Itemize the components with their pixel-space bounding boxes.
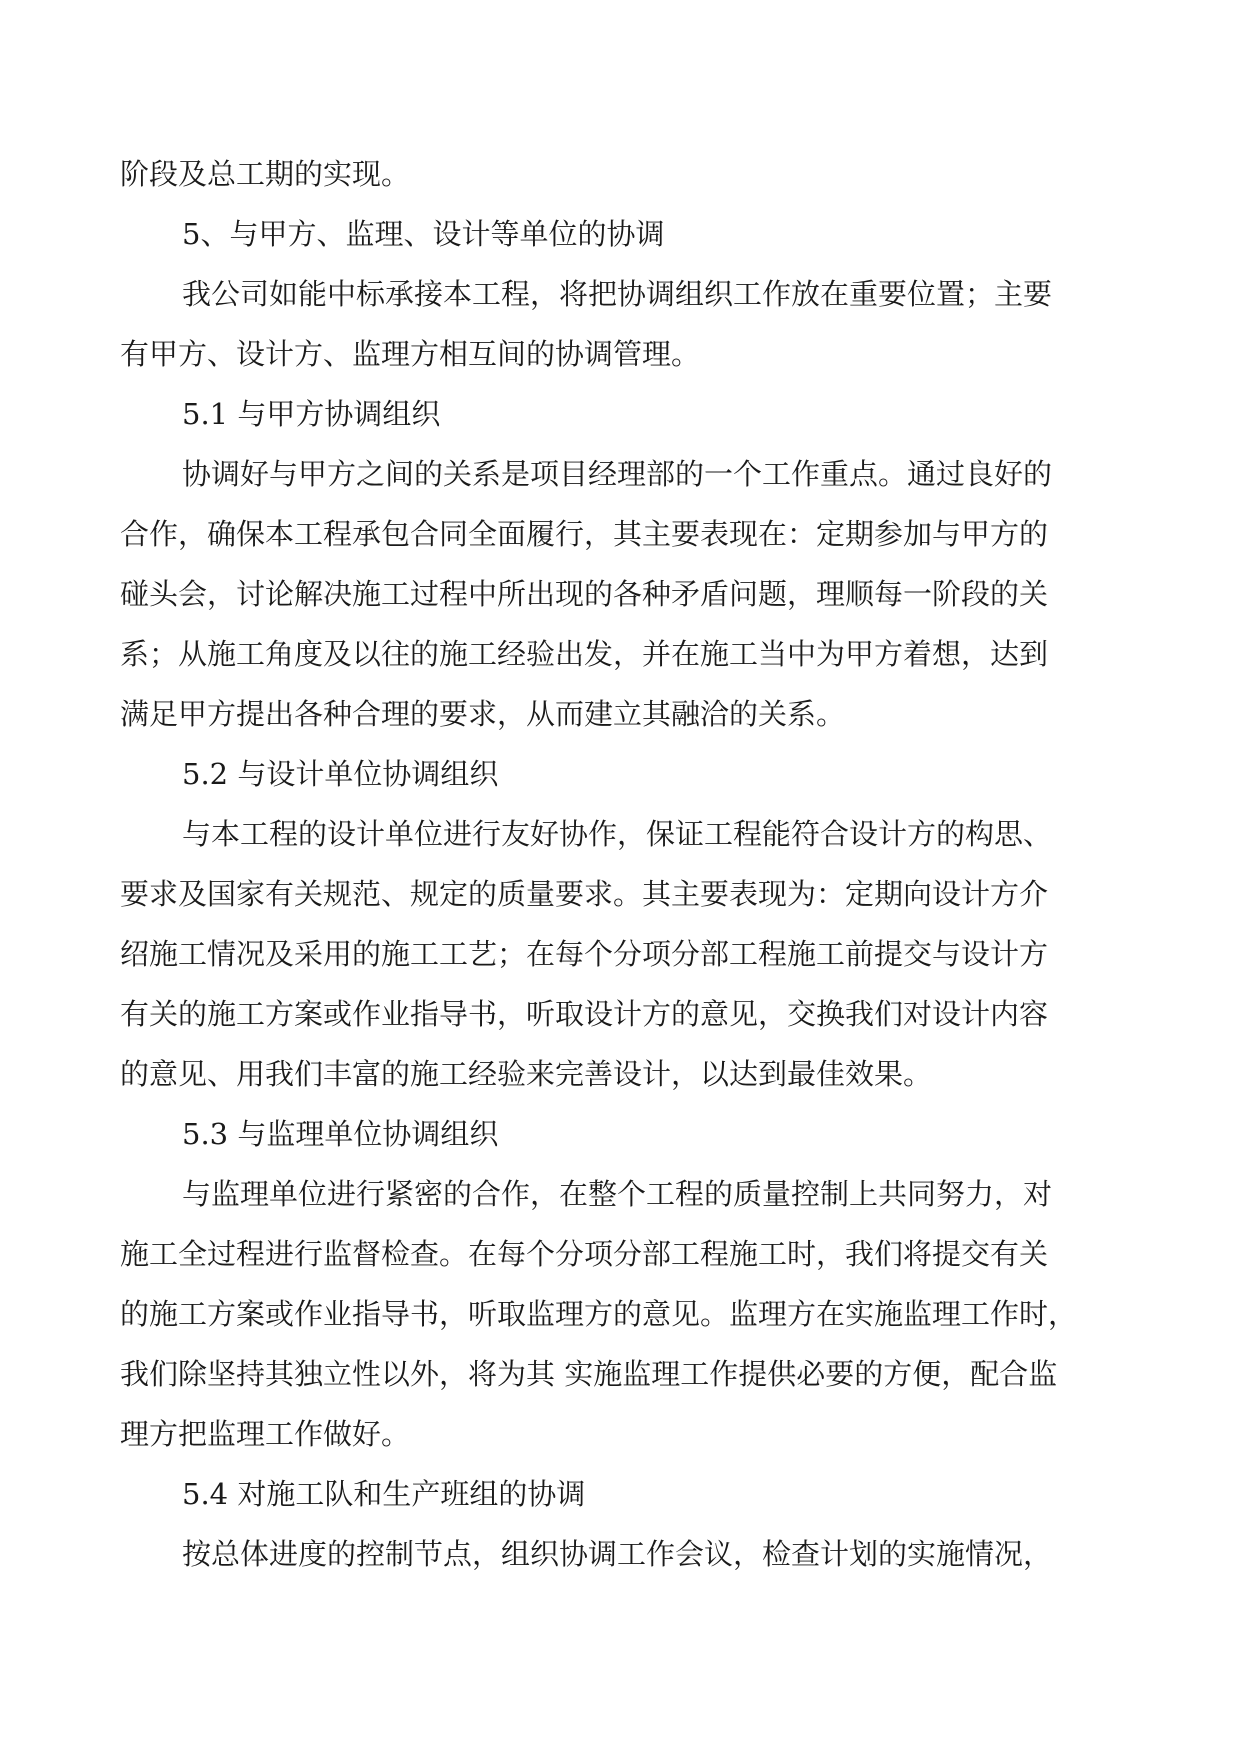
section-heading: 5.2 与设计单位协调组织	[182, 757, 499, 791]
section-heading: 5.1 与甲方协调组织	[182, 397, 441, 431]
paragraph-line: 要求及国家有关规范、规定的质量要求。其主要表现为：定期向设计方介	[120, 877, 1049, 911]
paragraph-line: 的意见、用我们丰富的施工经验来完善设计，以达到最佳效果。	[120, 1057, 933, 1091]
paragraph-line: 合作，确保本工程承包合同全面履行，其主要表现在：定期参加与甲方的	[120, 517, 1049, 551]
paragraph-line: 与监理单位进行紧密的合作，在整个工程的质量控制上共同努力，对	[182, 1177, 1053, 1211]
paragraph-line: 绍施工情况及采用的施工工艺；在每个分项分部工程施工前提交与设计方	[120, 937, 1049, 971]
paragraph-line: 我公司如能中标承接本工程，将把协调组织工作放在重要位置；主要	[182, 277, 1053, 311]
paragraph-line: 满足甲方提出各种合理的要求，从而建立其融洽的关系。	[120, 697, 846, 731]
paragraph-line: 施工全过程进行监督检查。在每个分项分部工程施工时，我们将提交有关	[120, 1237, 1049, 1271]
paragraph-line: 我们除坚持其独立性以外，将为其 实施监理工作提供必要的方便，配合监	[120, 1357, 1058, 1391]
paragraph-line: 碰头会，讨论解决施工过程中所出现的各种矛盾问题，理顺每一阶段的关	[120, 577, 1049, 611]
section-heading: 5.3 与监理单位协调组织	[182, 1117, 499, 1151]
paragraph-line: 有甲方、设计方、监理方相互间的协调管理。	[120, 337, 701, 371]
paragraph-line: 的施工方案或作业指导书，听取监理方的意见。监理方在实施监理工作时，	[120, 1297, 1078, 1331]
section-heading: 5、与甲方、监理、设计等单位的协调	[182, 217, 665, 251]
paragraph-line: 协调好与甲方之间的关系是项目经理部的一个工作重点。通过良好的	[182, 457, 1053, 491]
paragraph-line: 有关的施工方案或作业指导书，听取设计方的意见，交换我们对设计内容	[120, 997, 1049, 1031]
paragraph-line: 按总体进度的控制节点，组织协调工作会议，检查计划的实施情况，	[182, 1537, 1053, 1571]
section-heading: 5.4 对施工队和生产班组的协调	[182, 1477, 586, 1511]
paragraph-line: 系；从施工角度及以往的施工经验出发，并在施工当中为甲方着想，达到	[120, 637, 1049, 671]
paragraph-line: 理方把监理工作做好。	[120, 1417, 411, 1451]
paragraph-line: 与本工程的设计单位进行友好协作，保证工程能符合设计方的构思、	[182, 817, 1053, 851]
paragraph-line: 阶段及总工期的实现。	[120, 157, 411, 191]
